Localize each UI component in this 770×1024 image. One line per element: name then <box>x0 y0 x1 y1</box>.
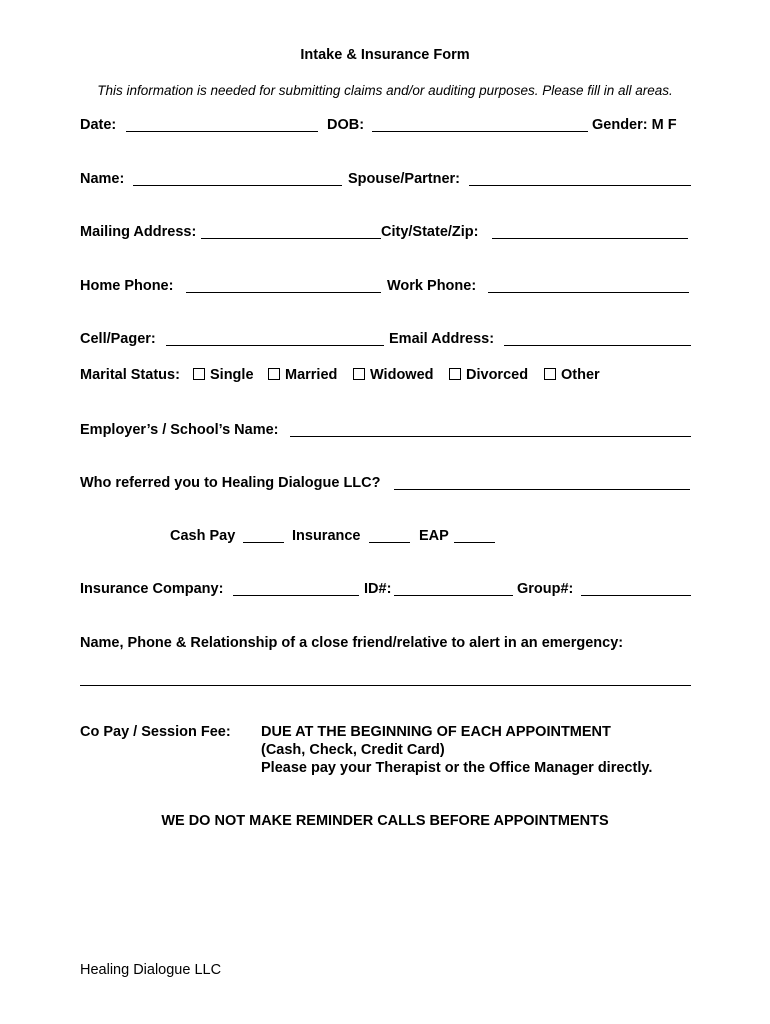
checkbox-icon[interactable] <box>193 368 205 380</box>
checkbox-icon[interactable] <box>353 368 365 380</box>
checkbox-icon[interactable] <box>268 368 280 380</box>
id-field[interactable] <box>394 595 513 596</box>
eap-field[interactable] <box>454 542 495 543</box>
checkbox-icon[interactable] <box>449 368 461 380</box>
date-field[interactable] <box>126 131 318 132</box>
spouse-field[interactable] <box>469 185 691 186</box>
insurance-label: Insurance <box>292 528 361 544</box>
cash-pay-label: Cash Pay <box>170 528 236 544</box>
marital-option-divorced[interactable]: Divorced <box>449 367 528 383</box>
name-field[interactable] <box>133 185 342 186</box>
date-label: Date: <box>80 117 117 133</box>
checkbox-icon[interactable] <box>544 368 556 380</box>
insurance-company-field[interactable] <box>233 595 359 596</box>
dob-label: DOB: <box>327 117 365 133</box>
marital-status-label: Marital Status: <box>80 367 180 383</box>
cell-pager-field[interactable] <box>166 345 384 346</box>
marital-option-married[interactable]: Married <box>268 367 337 383</box>
id-label: ID#: <box>364 581 392 597</box>
email-label: Email Address: <box>389 331 495 347</box>
copay-instructions-text: Please pay your Therapist or the Office Manager directly. <box>261 760 653 776</box>
cash-pay-field[interactable] <box>243 542 284 543</box>
home-phone-field[interactable] <box>186 292 381 293</box>
insurance-company-label: Insurance Company: <box>80 581 224 597</box>
emergency-contact-field[interactable] <box>80 685 691 686</box>
cell-pager-label: Cell/Pager: <box>80 331 156 347</box>
email-field[interactable] <box>504 345 691 346</box>
work-phone-field[interactable] <box>488 292 689 293</box>
footer-company-name: Healing Dialogue LLC <box>80 962 222 978</box>
group-field[interactable] <box>581 595 691 596</box>
marital-option-single[interactable]: Single <box>193 367 254 383</box>
marital-option-other[interactable]: Other <box>544 367 600 383</box>
employer-field[interactable] <box>290 436 691 437</box>
city-state-zip-label: City/State/Zip: <box>381 224 479 240</box>
page-title: Intake & Insurance Form <box>300 47 470 63</box>
group-label: Group#: <box>517 581 574 597</box>
employer-label: Employer’s / School’s Name: <box>80 422 279 438</box>
form-subtitle: This information is needed for submitting claims and/or auditing purposes. Please fill in all areas. <box>97 83 673 98</box>
referral-label: Who referred you to Healing Dialogue LLC? <box>80 475 381 491</box>
name-label: Name: <box>80 171 125 187</box>
mailing-address-label: Mailing Address: <box>80 224 197 240</box>
copay-due-text: DUE AT THE BEGINNING OF EACH APPOINTMENT <box>261 724 611 740</box>
mailing-address-field[interactable] <box>201 238 381 239</box>
reminder-notice: WE DO NOT MAKE REMINDER CALLS BEFORE APPOINTMENTS <box>161 813 609 829</box>
insurance-field[interactable] <box>369 542 410 543</box>
city-state-zip-field[interactable] <box>492 238 688 239</box>
marital-option-widowed[interactable]: Widowed <box>353 367 434 383</box>
work-phone-label: Work Phone: <box>387 278 477 294</box>
spouse-label: Spouse/Partner: <box>348 171 460 187</box>
copay-label: Co Pay / Session Fee: <box>80 724 231 740</box>
referral-field[interactable] <box>394 489 690 490</box>
copay-methods-text: (Cash, Check, Credit Card) <box>261 742 445 758</box>
eap-label: EAP <box>419 528 449 544</box>
home-phone-label: Home Phone: <box>80 278 174 294</box>
emergency-contact-label: Name, Phone & Relationship of a close friend/relative to alert in an emergency: <box>80 635 624 651</box>
gender-label[interactable]: Gender: M F <box>592 117 677 133</box>
dob-field[interactable] <box>372 131 588 132</box>
